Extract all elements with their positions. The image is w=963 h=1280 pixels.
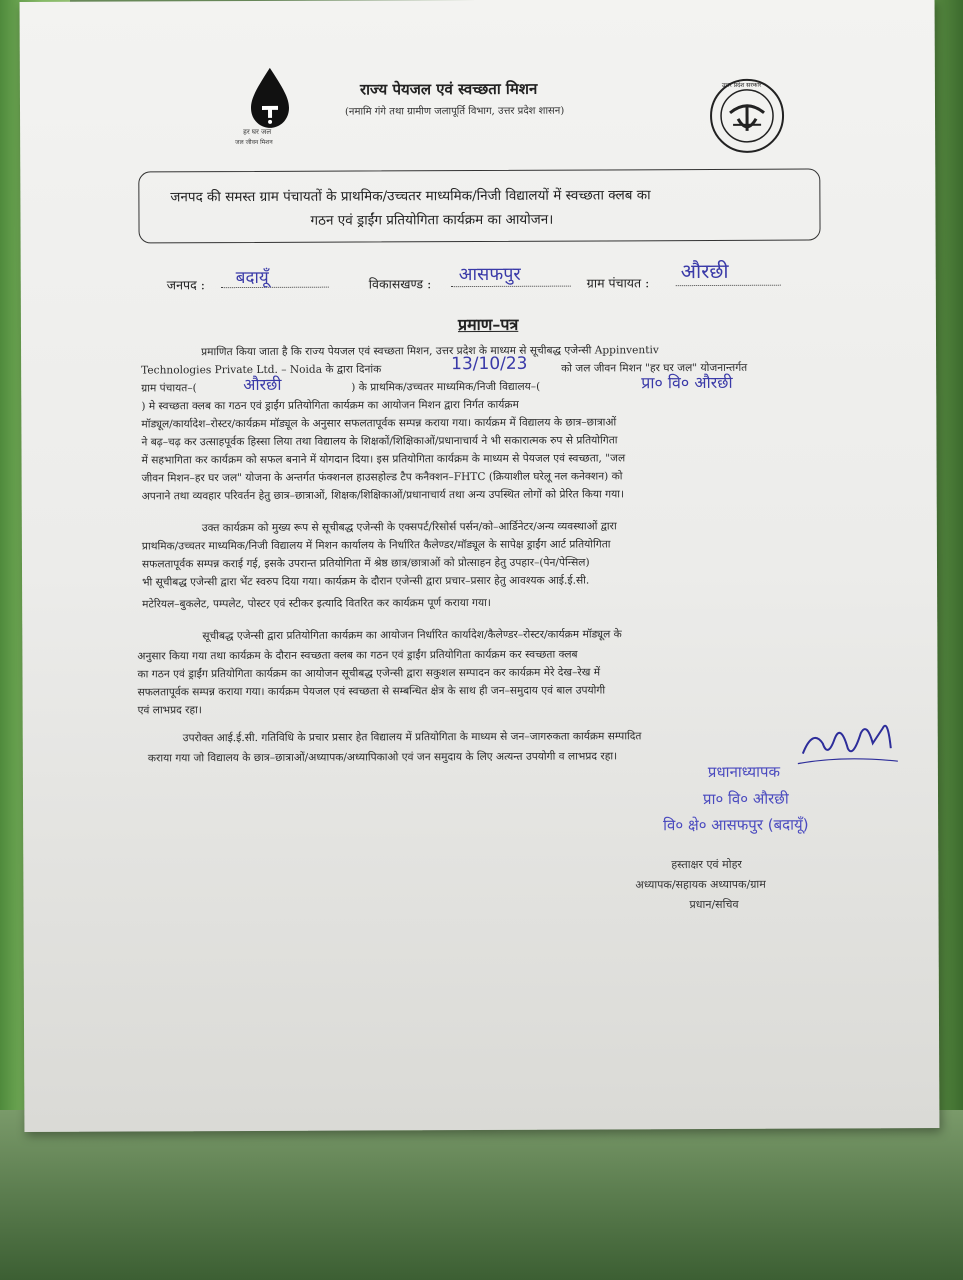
header-title: राज्य पेयजल एवं स्वच्छता मिशन <box>359 79 538 99</box>
p3-line-5: एवं लाभप्रद रहा। <box>137 704 202 717</box>
block-value: आसफपुर <box>458 263 521 286</box>
handwritten-school: प्रा० वि० औरछी <box>641 372 733 393</box>
handwritten-signature <box>793 713 903 777</box>
document-page <box>20 0 940 1132</box>
p1-line-3a: ग्राम पंचायत–( <box>141 382 197 395</box>
certificate-heading: प्रमाण–पत्र <box>457 314 519 335</box>
p1-line-2a: Technologies Private Ltd. – Noida के द्वारा दिनांक <box>141 363 382 377</box>
p4-line-1: उपरोक्त आई.ई.सी. गतिविधि के प्रचार प्रसार हेत विद्यालय में प्रतियोगिता के माध्यम से जन–जागरुकता कार्यक्रम सम्पादित <box>182 730 642 745</box>
p1-line-7: में सहभागिता कर कार्यक्रम को सफल बनाने में योगदान दिया। इस प्रतियोगिता कार्यक्रम के माध्यम से पेयजल एवं स्वच्छता, "जल <box>141 452 626 467</box>
p3-line-4: सफलतापूर्वक सम्पन्न कराया गया। कार्यक्रम पेयजल एवं स्वच्छता से सम्बन्धित क्षेत्र के साथ ही जन–समुदाय एवं बाल उपयोगी <box>137 684 606 699</box>
p2-line-5: मटेरियल–बुकलेट, पम्पलेट, पोस्टर एवं स्टीकर इत्यादि वितरित कर कार्यक्रम पूर्ण कराया गया। <box>142 596 491 611</box>
p3-line-3: का गठन एवं ड्राईंग प्रतियोगिता कार्यक्रम का आयोजन सूचीबद्ध एजेन्सी द्वारा सकुशल सम्पादन कर कार्यक्रम मेरे देख–रेख में <box>137 666 601 681</box>
district-label: जनपद : <box>166 277 205 293</box>
signature-label-3: प्रधान/सचिव <box>689 897 739 912</box>
p2-line-3: सफलतापूर्वक सम्पन्न कराई गई, इसके उपरान्त प्रतियोगिता में श्रेष्ठ छात्र/छात्राओं को प्रोत्साहन हेतु उपहार–(पेन/पेन्सिल) <box>141 556 590 571</box>
subject-line-1: जनपद की समस्त ग्राम पंचायतों के प्राथमिक/उच्चतर माध्यमिक/निजी विद्यालयों में स्वच्छता क्लब का <box>170 187 651 206</box>
panchayat-label: ग्राम पंचायत : <box>586 275 650 291</box>
background-bottom <box>0 1110 963 1280</box>
p4-line-2: कराया गया जो विद्यालय के छात्र–छात्राओं/अध्यापक/अध्यापिकाओ एवं जन समुदाय के लिए अत्यन्त उपयोगी व लाभप्रद रहा। <box>147 750 618 765</box>
logo-caption-1: हर घर जल <box>243 127 272 137</box>
p1-line-4: ) मे स्वच्छता क्लब का गठन एवं ड्राईंग प्रतियोगिता कार्यक्रम का आयोजन मिशन द्वारा निर्गत कार्यक्रम <box>141 398 519 413</box>
p3-line-2: अनुसार किया गया तथा कार्यक्रम के दौरान स्वच्छता क्लब का गठन एवं ड्राईंग प्रतियोगिता कार्यक्रम कर स्वच्छता क्लब <box>137 648 578 663</box>
p1-line-9: अपनाने तथा व्यवहार परिवर्तन हेतु छात्र–छात्राओं, शिक्षक/शिक्षिकाओं/प्रधानाचार्य तथा अन्य उपस्थित लोगों को प्रेरित किया गया। <box>141 488 625 503</box>
handwritten-village: औरछी <box>243 374 282 395</box>
block-label: विकासखण्ड : <box>368 276 432 292</box>
jal-jeevan-mission-logo <box>235 66 305 151</box>
subject-line-2: गठन एवं ड्राईंग प्रतियोगिता कार्यक्रम का आयोजन। <box>310 211 554 229</box>
p2-line-4: भी सूचीबद्ध एजेन्सी द्वारा भेंट स्वरुप दिया गया। कार्यक्रम के दौरान एजेन्सी द्वारा प्रचार–प्रसार हेतु आवश्यक आई.ई.सी. <box>142 574 590 589</box>
panchayat-value: औरछी <box>680 258 729 284</box>
p3-line-1: सूचीबद्ध एजेन्सी द्वारा प्रतियोगिता कार्यक्रम का आयोजन निर्धारित कार्यादेश/कैलेण्डर–रोस्टर/कार्यक्रम मॉड्यूल के <box>202 628 622 643</box>
stamp-line-2: प्रा० वि० औरछी <box>702 789 789 809</box>
p1-line-5: मॉड्यूल/कार्यादेश–रोस्टर/कार्यक्रम मॉड्यूल के अनुसार सफलतापूर्वक सम्पन्न कराया गया। कार्यक्रम में विद्यालय के छात्र–छात्राओं <box>141 416 617 431</box>
p2-line-1: उक्त कार्यक्रम को मुख्य रूप से सूचीबद्ध एजेन्सी के एक्सपर्ट/रिसोर्स पर्सन/को–आर्डिनेटर/अन्य व्यवस्थाओं द्वारा <box>201 520 617 535</box>
subject-box <box>138 169 820 244</box>
p1-line-6: ने बढ़–चढ़ कर उत्साहपूर्वक हिस्सा लिया तथा विद्यालय के शिक्षकों/शिक्षिकाओं/प्रधानाचार्य ने भी सकारात्मक रुप से प्रतियोगिता <box>141 434 618 449</box>
header-subtitle: (नमामि गंगे तथा ग्रामीण जलापूर्ति विभाग, उत्तर प्रदेश शासन) <box>344 105 565 118</box>
p2-line-2: प्राथमिक/उच्चतर माध्यमिक/निजी विद्यालय में मिशन कार्यालय के निर्धारित कैलेण्डर/मॉड्यूल के सापेक्ष ड्राईंग आर्ट प्रतियोगिता <box>141 538 611 553</box>
up-government-emblem <box>708 77 786 155</box>
stamp-line-3: वि० क्षे० आसफपुर (बदायूँ) <box>663 815 809 835</box>
signature-label-1: हस्ताक्षर एवं मोहर <box>671 857 742 872</box>
handwritten-date: 13/10/23 <box>451 353 528 375</box>
p1-line-1: प्रमाणित किया जाता है कि राज्य पेयजल एवं स्वच्छता मिशन, उत्तर प्रदेश के माध्यम से सूचीबद्ध एजेन्सी Appinventiv <box>201 344 659 359</box>
p1-line-8: जीवन मिशन–हर घर जल" योजना के अन्तर्गत फंक्शनल हाउसहोल्ड टैप कनैक्शन–FHTC (क्रियाशील घरेलू नल कनेक्शन) को <box>141 470 623 485</box>
district-value: बदायूँ <box>235 267 269 289</box>
emblem-text: उत्तर प्रदेश सरकार <box>721 81 762 89</box>
stamp-line-1: प्रधानाध्यापक <box>707 762 781 782</box>
p1-line-2b: को जल जीवन मिशन "हर घर जल" योजनान्तर्गत <box>561 361 748 375</box>
signature-label-2: अध्यापक/सहायक अध्यापक/ग्राम <box>635 877 766 892</box>
p1-line-3b: ) के प्राथमिक/उच्चतर माध्यमिक/निजी विद्यालय–( <box>351 380 541 394</box>
logo-caption-2: जल जीवन मिशन <box>235 138 273 147</box>
